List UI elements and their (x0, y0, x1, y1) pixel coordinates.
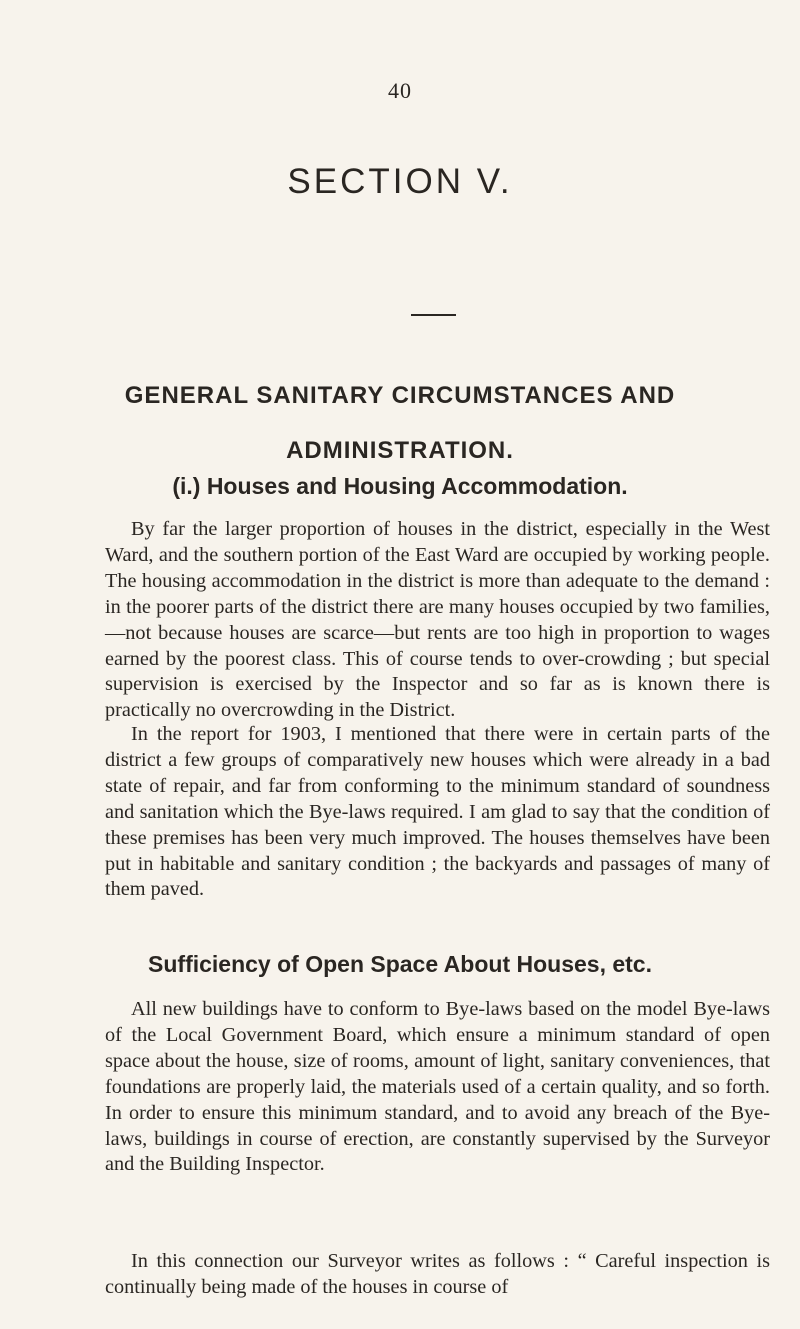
paragraph-housing-proportion: By far the larger proportion of houses in the district, especially in the West Ward, and the southern portion of the East Ward are occupied by working people. The housing accommodation in the district is more than adequate to the demand : in the poorer parts of the district there are many houses occupied by two families,—not because houses are scarce—but rents are too high in proportion to wages earned by the poorest class. This of course tends to over-crowding ; but special supervision is exercised by the Inspector and so far as is known there is practically no overcrowding in the District. (105, 518, 770, 722)
subsection-heading-housing: (i.) Houses and Housing Accommodation. (172, 473, 628, 499)
main-heading-line-1: GENERAL SANITARY CIRCUMSTANCES AND (124, 382, 676, 409)
paragraph-open-space-byelaws: All new buildings have to conform to Bye-laws based on the model Bye-laws of the Local Government Board, which ensure a minimum standard of open space about the house, size of rooms, amount of light, sanitary conveniences, that foundations are properly laid, the materials used of a certain quality, and so forth. In order to ensure this minimum standard, and to avoid any breach of the Bye-laws, buildings in course of erection, are constantly supervised by the Surveyor and the Building Inspector. (105, 998, 770, 1176)
paragraph-surveyor-quote: In this connection our Surveyor writes as follows : “ Careful inspection is continually being made of the houses in course of (105, 1250, 770, 1298)
main-heading (0, 368, 800, 478)
paragraph-housing-report-1903: In the report for 1903, I mentioned that there were in certain parts of the district a few groups of comparatively new houses which were already in a bad state of repair, and far from conforming to the minimum standard of soundness and sanitation which the Bye-laws required. I am glad to say that the condition of these premises has been very much improved. The houses themselves have been put in habitable and sanitary condition ; the backyards and passages of many of them paved. (105, 723, 770, 901)
section-title: SECTION V. (287, 162, 513, 201)
title-divider (411, 314, 456, 316)
page-number: 40 (388, 78, 412, 103)
subsection-heading-open-space: Sufficiency of Open Space About Houses, etc. (148, 951, 652, 977)
main-heading-line-2: ADMINISTRATION. (286, 437, 514, 464)
